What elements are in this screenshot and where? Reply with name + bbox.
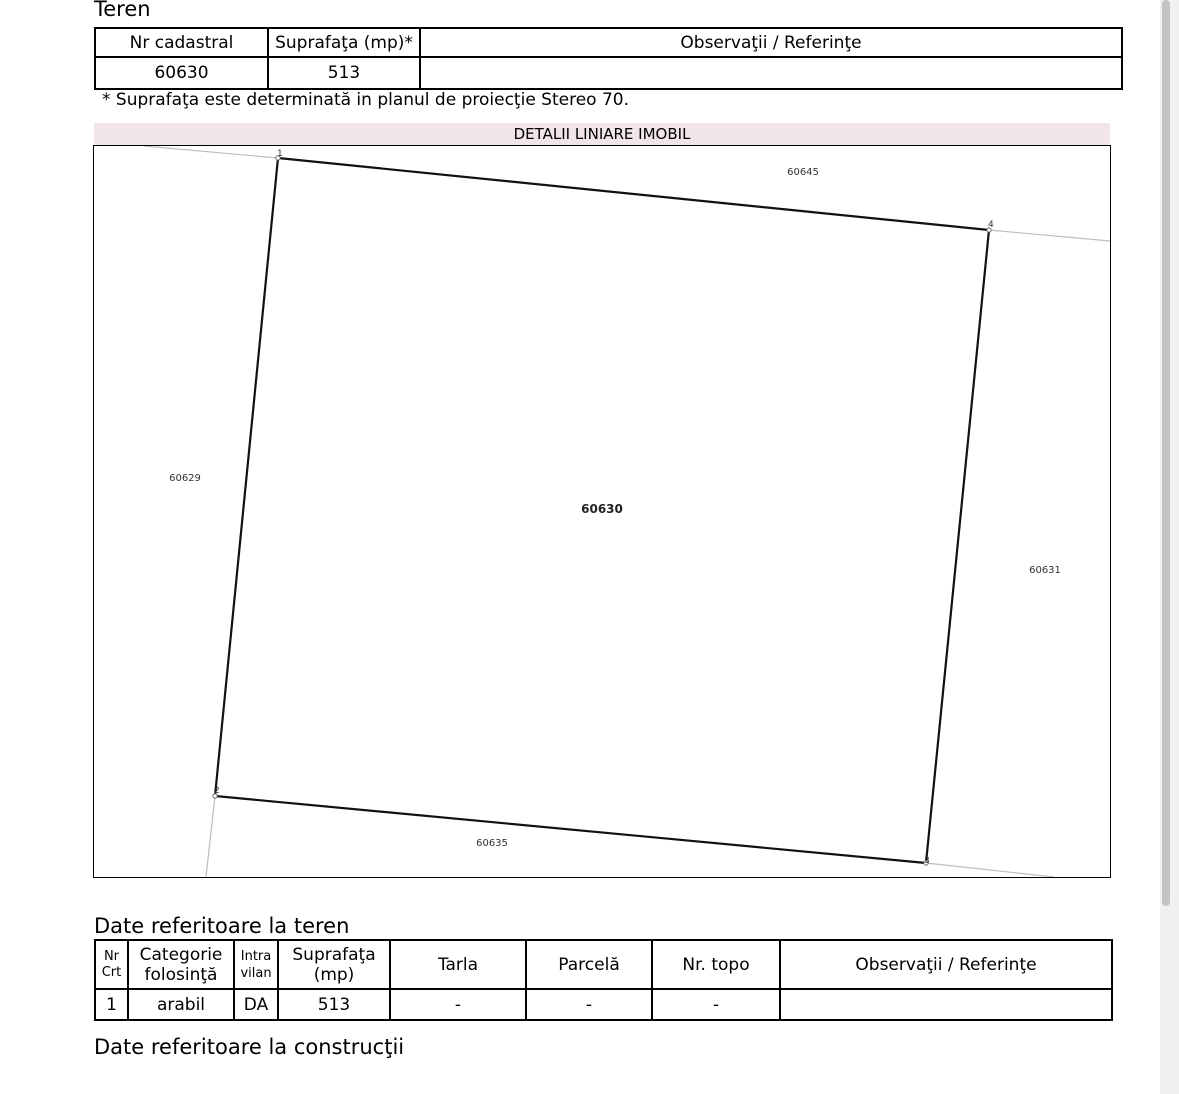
col-header-nr-topo: Nr. topo (652, 940, 780, 989)
col-header-categorie (128, 940, 234, 989)
date-teren-table (94, 939, 1113, 1021)
neighbor-boundary-line (206, 796, 215, 877)
col-header-line: folosinţă (144, 964, 218, 985)
vertex-label-4: 4 (988, 220, 994, 230)
col-header-suprafata: Suprafaţa (mp)* (268, 28, 420, 57)
cell-intravilan: DA (234, 989, 278, 1020)
neighbor-boundary-line (144, 146, 278, 158)
section-title-date-constructii: Date referitoare la construcţii (94, 1035, 405, 1059)
col-header-suprafata (278, 940, 390, 989)
col-header-observatii: Observaţii / Referinţe (420, 28, 1122, 57)
col-header-line: Categorie (139, 944, 223, 965)
cell-suprafata: 513 (278, 989, 390, 1020)
col-header-line: Crt (101, 964, 122, 980)
projection-footnote: * Suprafaţa este determinată in planul de proiecţie Stereo 70. (102, 90, 630, 110)
table-header-row (95, 940, 1112, 989)
section-title-date-teren: Date referitoare la teren (94, 914, 350, 938)
parcel-number-label: 60630 (581, 502, 623, 516)
scrollbar-thumb[interactable] (1162, 0, 1170, 906)
cell-tarla: - (390, 989, 526, 1020)
col-header-line: vilan (240, 965, 272, 981)
vertex-label-2: 2 (214, 786, 220, 796)
col-header-nr-crt (95, 940, 128, 989)
table-header-row (95, 28, 1122, 57)
col-header-observatii: Observaţii / Referinţe (780, 940, 1112, 989)
col-header-line: (mp) (313, 964, 355, 985)
neighbor-label-bottom: 60635 (476, 838, 508, 849)
neighbor-boundary-line (926, 863, 1054, 877)
neighbor-boundary-line (989, 230, 1110, 241)
col-header-line: Suprafaţa (292, 944, 376, 965)
parcel-plan-drawing (94, 146, 1110, 877)
cell-observatii (780, 989, 1112, 1020)
cell-parcela: - (526, 989, 652, 1020)
col-header-line: Nr (103, 948, 120, 964)
cell-categorie: arabil (128, 989, 234, 1020)
neighbor-label-top: 60645 (787, 167, 819, 178)
neighbor-label-left: 60629 (169, 473, 201, 484)
col-header-nr-cadastral: Nr cadastral (95, 28, 268, 57)
col-header-tarla: Tarla (390, 940, 526, 989)
cell-nr-cadastral: 60630 (95, 57, 268, 89)
table-row (95, 989, 1112, 1020)
cell-observatii (420, 57, 1122, 89)
col-header-parcela: Parcelă (526, 940, 652, 989)
col-header-line: Intra (240, 948, 272, 964)
parcel-plan (93, 145, 1111, 878)
cell-nr-topo: - (652, 989, 780, 1020)
table-row (95, 57, 1122, 89)
vertex-label-3: 3 (924, 856, 930, 866)
section-title-teren: Teren (94, 0, 151, 21)
neighbor-label-right: 60631 (1029, 565, 1061, 576)
teren-table (94, 27, 1123, 90)
plan-title: DETALII LINIARE IMOBIL (94, 123, 1110, 145)
vertex-label-1: 1 (277, 149, 283, 159)
cell-suprafata: 513 (268, 57, 420, 89)
cell-nr-crt: 1 (95, 989, 128, 1020)
col-header-intravilan (234, 940, 278, 989)
